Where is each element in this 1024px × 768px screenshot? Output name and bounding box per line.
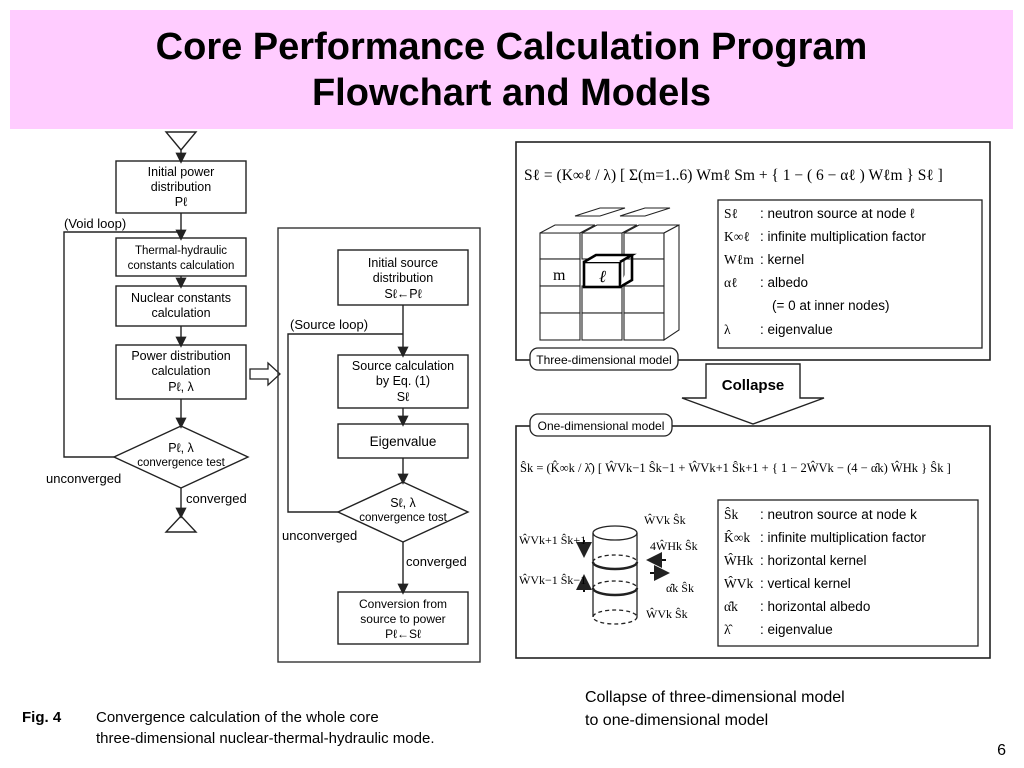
cyl-right-top-label: 4ŴHk Ŝk <box>650 539 698 553</box>
rbox3-label: Eigenvalue <box>369 434 437 449</box>
legend1d-sym-1: K̂∞k <box>724 530 751 545</box>
box1-line1: Initial power <box>147 165 215 179</box>
collapse-label: Collapse <box>721 377 785 394</box>
diamond-right-line2: convergence tost <box>359 512 447 524</box>
legend3d-sym-3: αℓ <box>724 275 738 290</box>
figure-caption <box>22 709 435 747</box>
legend1d-desc-3: : vertical kernel <box>760 576 851 591</box>
legend1d-sym-0: Ŝk <box>724 507 739 522</box>
collapse-caption <box>585 689 845 729</box>
legend1d-sym-4: α̂k <box>724 599 738 614</box>
box1-line3: Pℓ <box>174 195 188 209</box>
rbox1-line2: distribution <box>372 271 434 285</box>
legend1d-sym-3: ŴVk <box>724 576 754 591</box>
legend3d-sym-1: K∞ℓ <box>724 229 750 244</box>
fig-label: Fig. 4 <box>22 709 62 726</box>
cylinder-top <box>593 526 637 540</box>
fig-caption-line1: Convergence calculation of the whole core <box>96 709 379 726</box>
three-d-equation: Sℓ = (K∞ℓ / λ) [ Σ(m=1..6) Wmℓ Sm + { 1 − ( 6 − αℓ ) Wℓm } Sℓ ] <box>524 167 943 184</box>
legend3d-desc-0: : neutron source at node ℓ <box>760 206 915 221</box>
one-d-model-label: One-dimensional model <box>537 419 665 433</box>
cube-label-m: m <box>553 267 566 284</box>
rbox1-line3: Sℓ←Pℓ <box>384 287 422 301</box>
box4-line2: calculation <box>151 364 211 378</box>
rbox2-line3: Sℓ <box>396 390 410 404</box>
diamond-right-line1: Sℓ, λ <box>390 496 416 510</box>
rbox1-line1: Initial source <box>367 256 439 270</box>
legend1d-desc-1: : infinite multiplication factor <box>760 530 926 545</box>
legend3d-desc-4: (= 0 at inner nodes) <box>772 298 890 313</box>
rbox4-line2: source to power <box>360 612 446 626</box>
cyl-top-label: ŴVk Ŝk <box>644 513 686 527</box>
cylinder-model <box>593 526 637 624</box>
converged-right-label: converged <box>406 554 467 569</box>
void-loop-label: (Void loop) <box>64 216 127 231</box>
source-loop-label: (Source loop) <box>290 317 369 332</box>
slide-title-line-1: Core Performance Calculation Program <box>155 25 868 68</box>
rbox2-line2: by Eq. (1) <box>375 374 431 388</box>
legend3d-sym-2: Wℓm <box>724 252 754 267</box>
legend3d-sym-5: λ <box>724 322 731 337</box>
cyl-left-bottom-label: ŴVk−1 Ŝk−1 <box>519 573 587 587</box>
page-number: 6 <box>997 742 1006 759</box>
slide-title-line-2: Flowchart and Models <box>311 71 712 114</box>
box3-line2: calculation <box>151 306 211 320</box>
three-d-legend-box <box>718 200 982 348</box>
converged-left-label: converged <box>186 491 247 506</box>
cyl-left-top-label: ŴVk+1 Ŝk+1 <box>519 533 587 547</box>
diamond-left-line2: convergence test <box>137 457 225 469</box>
box4-line1: Power distribution <box>131 349 231 363</box>
box4-line3: Pℓ, λ <box>168 380 194 394</box>
legend1d-sym-5: λ̂ <box>724 622 731 637</box>
collapse-caption-line1: Collapse of three-dimensional model <box>585 689 845 706</box>
legend3d-sym-0: Sℓ <box>724 206 738 221</box>
legend1d-desc-2: : horizontal kernel <box>760 553 867 568</box>
legend3d-desc-2: : kernel <box>760 252 805 267</box>
rbox4-line3: Pℓ←Sℓ <box>385 627 421 641</box>
collapse-arrow <box>682 364 824 424</box>
box2-line1: Thermal-hydraulic <box>134 245 228 257</box>
cube-label-l: ℓ <box>599 267 607 286</box>
three-d-model-label: Three-dimensional model <box>536 353 672 367</box>
rbox4-line1: Conversion from <box>358 597 448 611</box>
box3-line1: Nuclear constants <box>130 291 232 305</box>
legend1d-desc-4: : horizontal albedo <box>760 599 871 614</box>
legend1d-desc-5: : eigenvalue <box>760 622 833 637</box>
legend3d-desc-3: : albedo <box>760 275 809 290</box>
cyl-right-bottom-label: α̂k Ŝk <box>666 581 694 595</box>
unconverged-left-label: unconverged <box>46 471 122 486</box>
fig-caption-line2: three-dimensional nuclear-thermal-hydraulic mode. <box>96 730 435 747</box>
end-triangle <box>166 516 196 532</box>
cylinder-labels <box>519 513 698 621</box>
legend3d-desc-5: : eigenvalue <box>760 322 833 337</box>
box2-line2: constants calculation <box>127 260 235 272</box>
unconverged-right-label: unconverged <box>282 528 358 543</box>
legend3d-desc-1: : infinite multiplication factor <box>760 229 926 244</box>
one-d-equation: Ŝk = (K̂∞k / λ̂) [ ŴVk−1 Ŝk−1 + ŴVk+1 Ŝk+1 + { 1 − 2ŴVk − (4 − α̂k) ŴHk } Ŝk ] <box>520 461 951 475</box>
legend1d-desc-0: : neutron source at node k <box>760 507 917 522</box>
legend1d-sym-2: ŴHk <box>724 553 754 568</box>
collapse-caption-line2: to one-dimensional model <box>585 712 769 729</box>
start-triangle <box>166 132 196 150</box>
diamond-left-line1: Pℓ, λ <box>168 441 194 455</box>
cyl-bottom-label: ŴVk Ŝk <box>646 607 688 621</box>
box1-line2: distribution <box>150 180 212 194</box>
rbox2-line1: Source calculation <box>351 359 455 373</box>
hollow-arrow-right <box>250 363 280 385</box>
